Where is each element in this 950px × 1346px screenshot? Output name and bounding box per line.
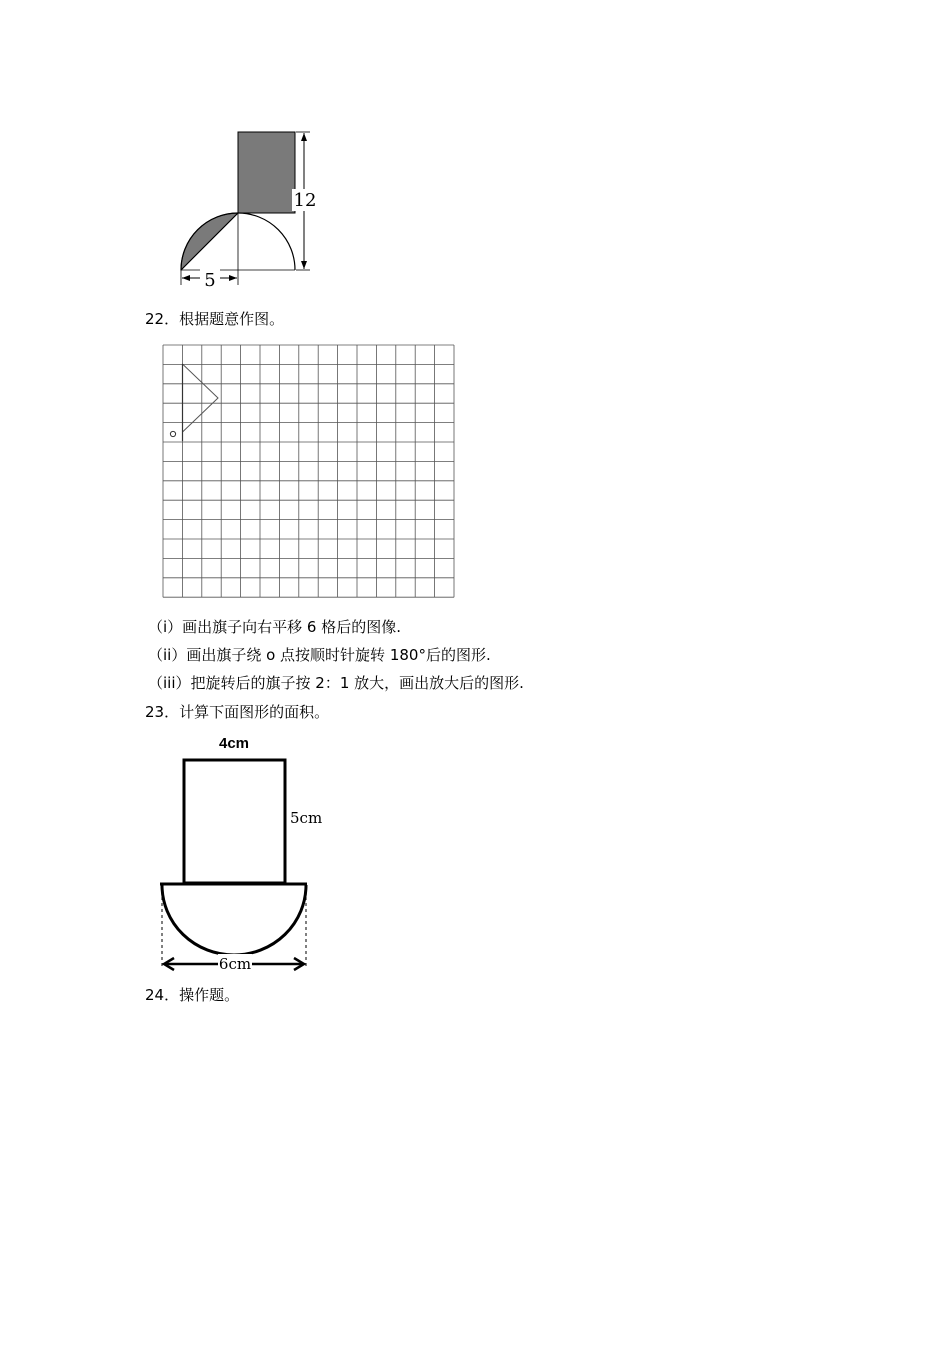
height-arrow-bottom bbox=[301, 261, 307, 269]
shaded-area-figure bbox=[170, 125, 330, 295]
question-22-heading bbox=[145, 309, 284, 329]
radius-arrow-left bbox=[182, 275, 190, 281]
question-24-prompt: 操作题。 bbox=[179, 986, 240, 1004]
grid-lines bbox=[163, 345, 454, 597]
flag-shape bbox=[183, 364, 219, 434]
subquestion-i: （i）画出旗子向右平移 6 格后的图像. bbox=[148, 618, 402, 636]
diameter-label: 6cm bbox=[218, 955, 252, 973]
semicircle bbox=[162, 885, 306, 955]
question-23-prompt: 计算下面图形的面积。 bbox=[179, 703, 330, 721]
question-24-number: 24． bbox=[145, 986, 180, 1004]
rectangle bbox=[184, 760, 285, 883]
question-24-heading bbox=[145, 985, 239, 1005]
height-label: 12 bbox=[293, 190, 317, 211]
composite-area-figure bbox=[150, 728, 340, 978]
subquestion-iii: （iii）把旋转后的旗子按 2：1 放大，画出放大后的图形. bbox=[148, 674, 524, 692]
question-23-number: 23． bbox=[145, 703, 180, 721]
height-arrow-top bbox=[301, 133, 307, 141]
question-22-prompt: 根据题意作图。 bbox=[179, 310, 285, 328]
radius-arrow-right bbox=[229, 275, 237, 281]
subquestion-ii: （ii）画出旗子绕 o 点按顺时针旋转 180°后的图形. bbox=[148, 646, 491, 664]
grid-figure bbox=[160, 343, 456, 603]
pivot-point-o bbox=[170, 431, 175, 436]
shaded-rectangle bbox=[238, 132, 295, 213]
height-label-5cm: 5cm bbox=[290, 809, 323, 827]
question-23-heading bbox=[145, 702, 329, 722]
width-label: 4cm bbox=[218, 735, 250, 752]
radius-label: 5 bbox=[204, 270, 216, 291]
question-22-number: 22． bbox=[145, 310, 180, 328]
